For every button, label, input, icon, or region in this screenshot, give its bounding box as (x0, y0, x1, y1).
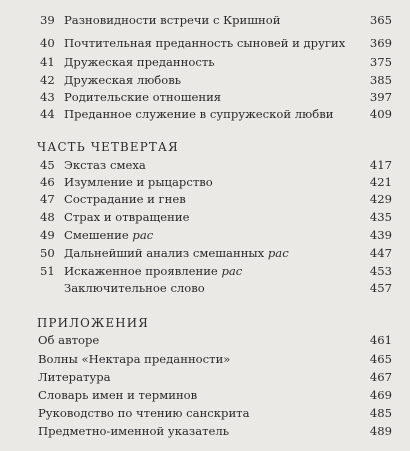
page-number: 457 (369, 281, 392, 295)
chapter-title: Преданное служение в супружеской любви (64, 107, 334, 121)
toc-entry (0, 34, 410, 52)
appendix-title: Словарь имен и терминов (38, 388, 198, 402)
page-number: 453 (369, 264, 392, 278)
page-number: 467 (369, 370, 392, 384)
chapter-title: Разновидности встречи с Кришной (64, 13, 281, 27)
chapter-number: 40 (40, 36, 55, 50)
page-number: 435 (369, 210, 392, 224)
appendix-title: Литература (38, 370, 111, 384)
toc-entry (0, 404, 410, 422)
appendix-title: Предметно-именной указатель (38, 424, 230, 438)
page-number: 447 (369, 246, 392, 260)
chapter-title: Почтительная преданность сыновей и других (64, 36, 346, 50)
page-number: 439 (369, 228, 392, 242)
page-number: 461 (369, 333, 392, 347)
appendix-title: Волны «Нектара преданности» (38, 352, 231, 366)
page-number: 409 (369, 107, 392, 121)
page-number: 397 (369, 90, 392, 104)
toc-entry (0, 331, 410, 349)
chapter-title (64, 226, 153, 244)
section-heading: ПРИЛОЖЕНИЯ (37, 316, 149, 330)
chapter-title-emphasis: рас (267, 246, 289, 260)
page-number: 469 (369, 388, 392, 402)
toc-entry (0, 350, 410, 368)
toc-entry (0, 156, 410, 174)
chapter-number: 45 (40, 158, 55, 172)
toc-entry (0, 226, 410, 244)
chapter-title-emphasis: рас (221, 264, 243, 278)
chapter-number: 46 (40, 175, 55, 189)
chapter-number: 41 (40, 55, 55, 69)
chapter-number: 44 (40, 107, 55, 121)
section-heading: ЧАСТЬ ЧЕТВЕРТАЯ (37, 140, 179, 154)
toc-entry (0, 262, 410, 280)
page-number: 421 (369, 175, 392, 189)
toc-entry (0, 190, 410, 208)
chapter-title: Страх и отвращение (64, 210, 190, 224)
chapter-number: 48 (40, 210, 55, 224)
toc-entry (0, 11, 410, 29)
chapter-title (64, 244, 289, 262)
page-number: 369 (369, 36, 392, 50)
chapter-title: Экстаз смеха (64, 158, 146, 172)
chapter-title: Дружеская преданность (64, 55, 215, 69)
chapter-title: Изумление и рыцарство (64, 175, 213, 189)
chapter-number: 43 (40, 90, 55, 104)
toc-entry (0, 208, 410, 226)
chapter-title (64, 262, 242, 280)
chapter-title-text: Искаженное проявление (64, 264, 222, 278)
page-number: 429 (369, 192, 392, 206)
chapter-number: 51 (40, 264, 55, 278)
chapter-title: Сострадание и гнев (64, 192, 186, 206)
chapter-number: 50 (40, 246, 55, 260)
toc-entry (0, 279, 410, 297)
chapter-title: Заключительное слово (64, 281, 205, 295)
toc-entry (0, 422, 410, 440)
chapter-title-text: Смешение (64, 228, 133, 242)
chapter-number: 42 (40, 73, 55, 87)
toc-entry (0, 88, 410, 106)
page-number: 489 (369, 424, 392, 438)
page-number: 385 (369, 73, 392, 87)
chapter-number: 39 (40, 13, 55, 27)
toc-entry (0, 53, 410, 71)
page-number: 485 (369, 406, 392, 420)
toc-entry (0, 368, 410, 386)
toc-entry (0, 173, 410, 191)
appendix-title: Руководство по чтению санскрита (38, 406, 250, 420)
toc-entry (0, 386, 410, 404)
chapter-number: 47 (40, 192, 55, 206)
toc-entry (0, 105, 410, 123)
appendix-title: Об авторе (38, 333, 100, 347)
chapter-title: Дружеская любовь (64, 73, 182, 87)
page-number: 375 (369, 55, 392, 69)
page-number: 417 (369, 158, 392, 172)
chapter-title-text: Дальнейший анализ смешанных (64, 246, 268, 260)
toc-entry (0, 71, 410, 89)
chapter-title: Родительские отношения (64, 90, 222, 104)
chapter-title-emphasis: рас (132, 228, 154, 242)
chapter-number: 49 (40, 228, 55, 242)
page-number: 365 (369, 13, 392, 27)
page-number: 465 (369, 352, 392, 366)
toc-entry (0, 244, 410, 262)
